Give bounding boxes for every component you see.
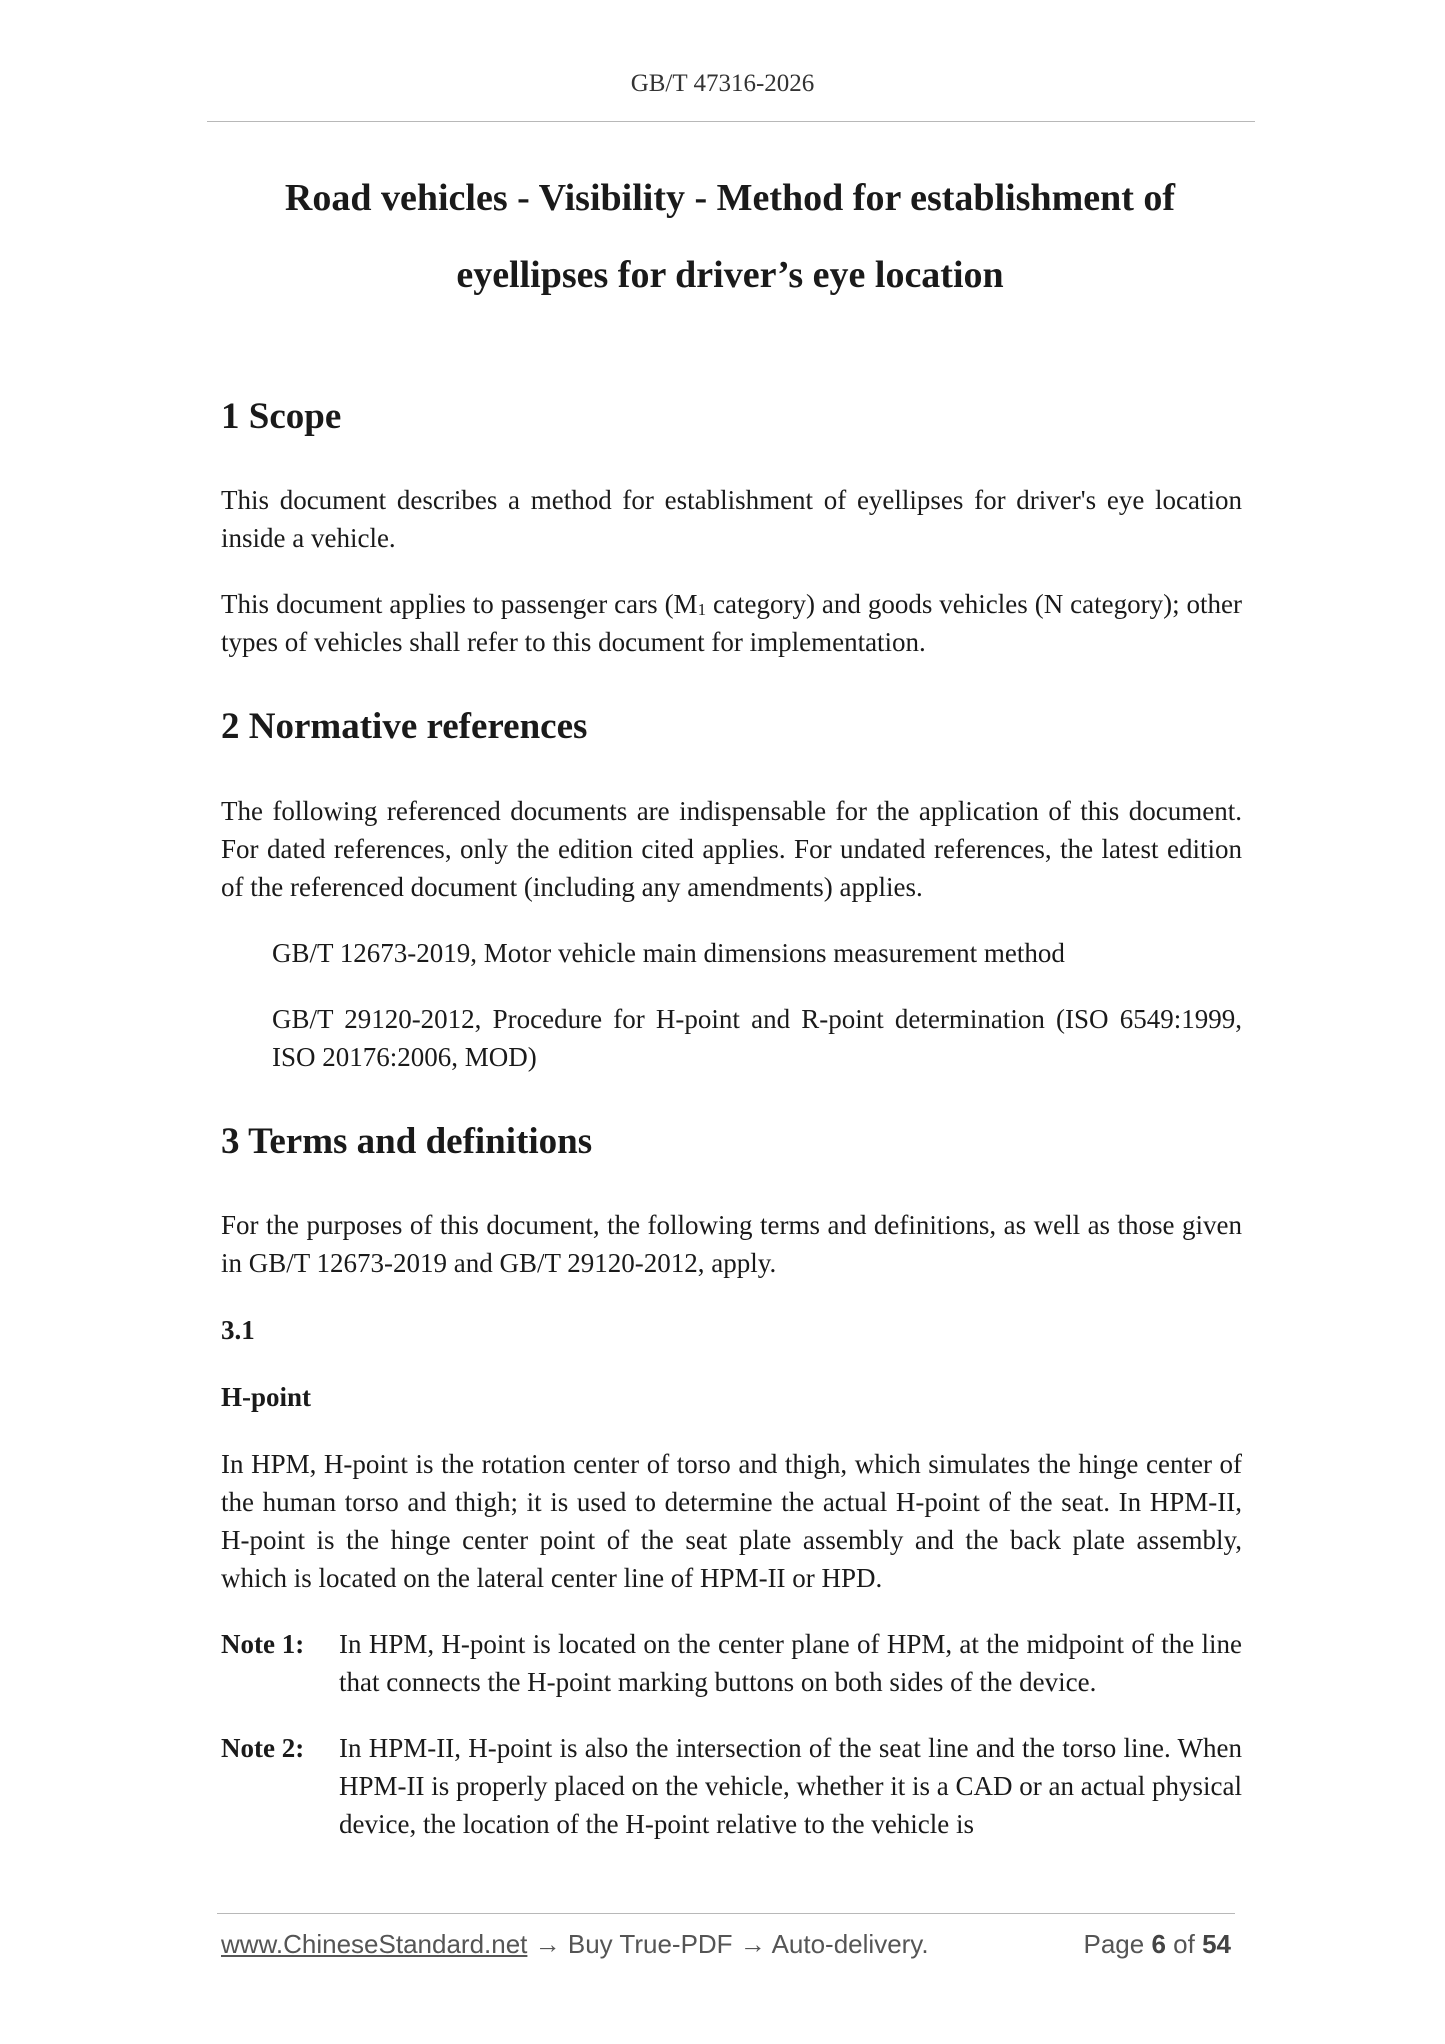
title-line-1: Road vehicles - Visibility - Method for establishment of: [284, 177, 1176, 219]
term-definition: In HPM, H-point is the rotation center of torso and thigh, which simulates the hinge center of the human torso and thigh; it is used to determine the actual H-point of the seat. In HPM-II, H-point is the hinge center point of the seat plate assembly and the back plate assembly, which is located on the lateral center line of HPM-II or HPD.: [221, 1449, 1242, 1593]
note-text: In HPM, H-point is located on the center plane of HPM, at the midpoint of the line that connects the H-point marking buttons on both sides of the device.: [339, 1629, 1242, 1697]
term-name: H-point: [221, 1382, 312, 1412]
page-word: Page: [1083, 1929, 1145, 1959]
website-link[interactable]: www.ChineseStandard.net: [221, 1929, 528, 1959]
scope-p2-subscript: 1: [697, 600, 707, 619]
term-number: 3.1: [221, 1315, 255, 1345]
page-footer: [221, 1929, 1231, 1965]
note-1: [221, 1625, 1242, 1701]
footer-divider: [217, 1913, 1235, 1914]
scope-p2-text-a: This document applies to passenger cars (M: [221, 589, 698, 619]
header-divider: [207, 121, 1255, 122]
section-heading-normative: 2 Normative references: [221, 706, 588, 747]
footer-promo-text: → Buy True-PDF → Auto-delivery.: [527, 1929, 929, 1959]
total-pages-number: 54: [1202, 1929, 1231, 1959]
terms-paragraph: For the purposes of this document, the following terms and definitions, as well as those given in GB/T 12673-2019 and GB/T 29120-2012, apply.: [221, 1210, 1242, 1278]
title-line-2: eyellipses for driver’s eye location: [456, 254, 1004, 296]
scope-paragraph-2: [221, 585, 1242, 661]
normative-paragraph: The following referenced documents are indispensable for the application of this document. For dated references, only the edition cited applies. For undated references, the latest edition of the referenced document (including any amendments) applies.: [221, 796, 1242, 902]
current-page-number: 6: [1151, 1929, 1166, 1959]
section-heading-terms: 3 Terms and definitions: [221, 1121, 593, 1162]
scope-paragraph-1: This document describes a method for establishment of eyellipses for driver's eye location inside a vehicle.: [221, 485, 1242, 553]
document-title: [160, 160, 1300, 314]
document-body: [221, 395, 1242, 1843]
header-standard-code: GB/T 47316-2026: [630, 70, 815, 97]
note-label: Note 2:: [221, 1733, 305, 1763]
reference-item: GB/T 12673-2019, Motor vehicle main dimensions measurement method: [272, 938, 1065, 968]
note-2: [221, 1729, 1242, 1843]
page-of-word: of: [1173, 1929, 1195, 1959]
footer-promo: [221, 1929, 929, 1960]
note-label: Note 1:: [221, 1629, 305, 1659]
scope-p2-text-b: category) and goods vehicles (N category); other types of vehicles shall refer to this document for implementation.: [221, 589, 1243, 657]
reference-item: GB/T 29120-2012, Procedure for H-point and R-point determination (ISO 6549:1999, ISO 20176:2006, MOD): [272, 1004, 1242, 1072]
note-text: In HPM-II, H-point is also the intersection of the seat line and the torso line. When HPM-II is properly placed on the vehicle, whether it is a CAD or an actual physical device, the location of the H-point relative to the vehicle is: [339, 1733, 1242, 1839]
section-heading-scope: 1 Scope: [221, 396, 342, 437]
page-indicator: [1083, 1929, 1231, 1960]
